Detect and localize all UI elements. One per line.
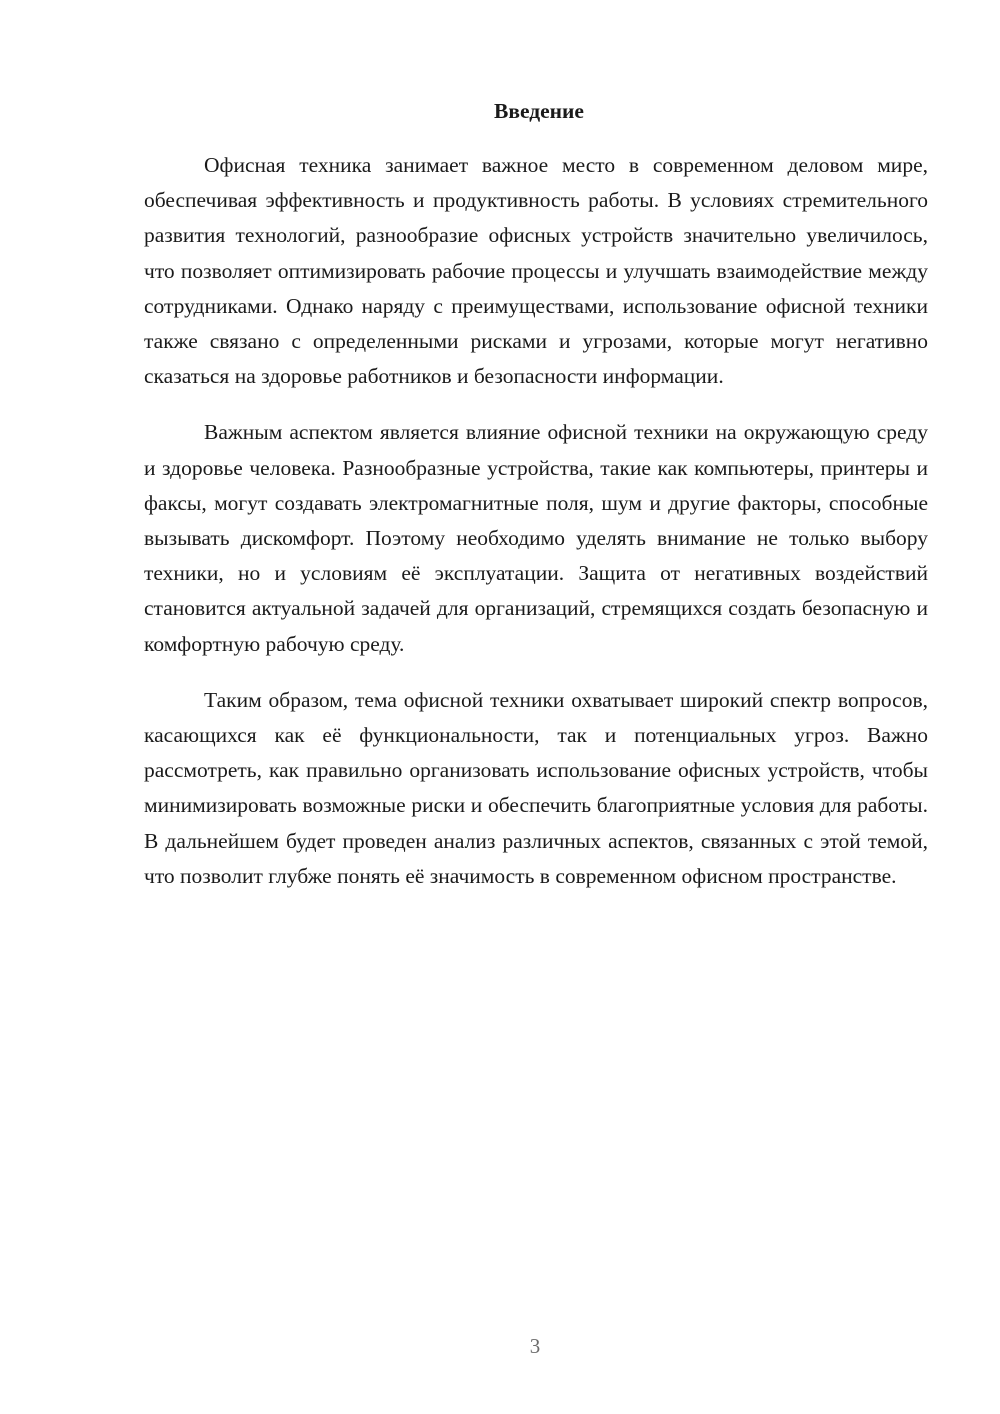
page-number: 3	[529, 1334, 541, 1358]
paragraph-1: Офисная техника занимает важное место в современном деловом мире, обеспечивая эффективность и продуктивность работы. В условиях стремительного развития технологий, разнообразие офисных устройств значительно увеличилось, что позволяет оптимизировать рабочие процессы и улучшать взаимодействие между сотрудниками. Однако наряду с преимуществами, использование офисной техники также связано с определенными рисками и угрозами, которые могут негативно сказаться на здоровье работников и безопасности информации.	[144, 153, 928, 389]
section-title: Введение	[494, 99, 584, 123]
paragraph-3: Таким образом, тема офисной техники охватывает широкий спектр вопросов, касающихся как её функциональности, так и потенциальных угроз. Важно рассмотреть, как правильно организовать использование офисных устройств, чтобы минимизировать возможные риски и обеспечить благоприятные условия для работы. В дальнейшем будет проведен анализ различных аспектов, связанных с этой темой, что позволит глубже понять её значимость в современном офисном пространстве.	[144, 687, 928, 888]
paragraph-2: Важным аспектом является влияние офисной техники на окружающую среду и здоровье человека. Разнообразные устройства, такие как компьютеры, принтеры и факсы, могут создавать электромагнитные поля, шум и другие факторы, способные вызывать дискомфорт. Поэтому необходимо уделять внимание не только выбору техники, но и условиям её эксплуатации. Защита от негативных воздействий становится актуальной задачей для организаций, стремящихся создать безопасную и комфортную рабочую среду.	[144, 420, 928, 656]
page-content	[144, 96, 928, 894]
